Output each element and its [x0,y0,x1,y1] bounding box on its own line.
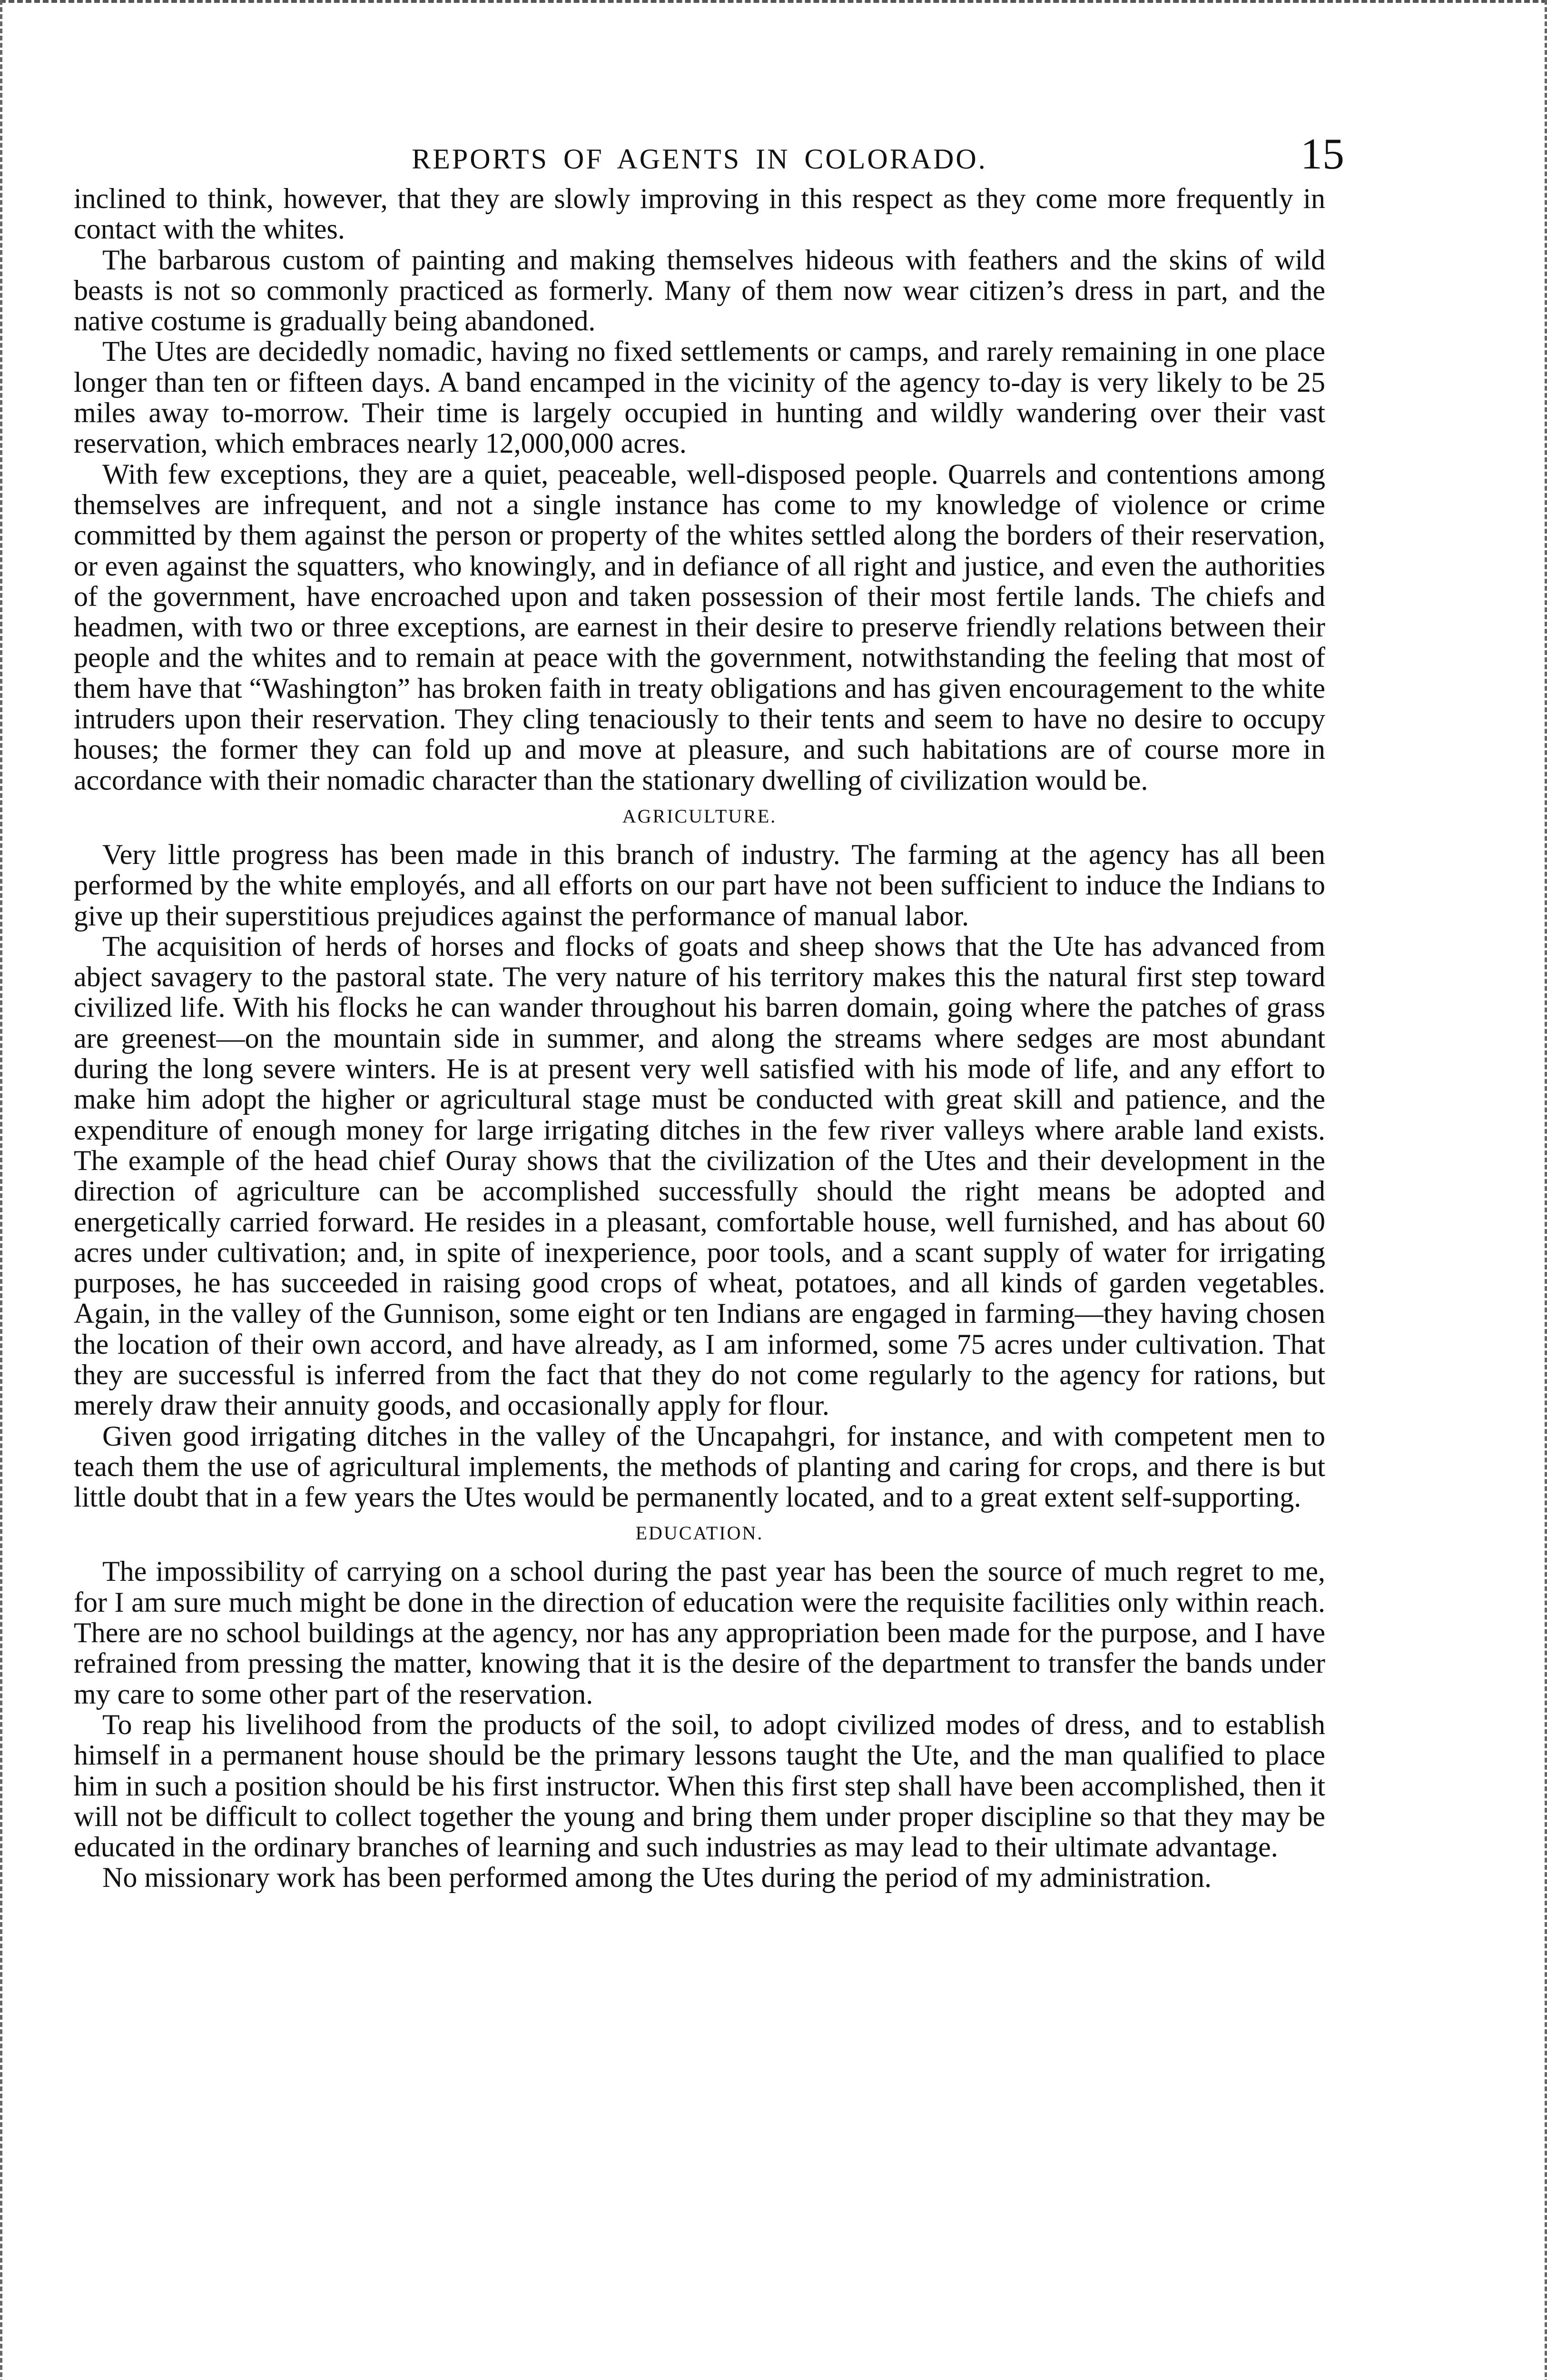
paragraph: To reap his livelihood from the products of the soil, to adopt civilized modes of dress, and to establish himself in a permanent house should be the primary lessons taught the Ute, and the man qualified to place him in such a position should be his first instructor. When this first step shall have been accomplished, then it will not be difficult to collect together the young and bring them under proper discipline so that they may be educated in the ordinary branches of learning and such industries as may lead to their ultimate advantage. [74,1708,1325,1863]
paragraph: The acquisition of herds of horses and flocks of goats and sheep shows that the Ute has advanced from abject savagery to the pastoral state. The very nature of his territory makes this the natural first step toward civilized life. With his flocks he can wander throughout his barren domain, going where the patches of grass are greenest—on the mountain side in summer, and along the streams where sedges are most abundant during the long severe winters. He is at present very well satisfied with his mode of life, and any effort to make him adopt the higher or agricultural stage must be conducted with great skill and patience, and the expenditure of enough money for large irrigating ditches in the few river valleys where arable land exists. The example of the head chief Ouray shows that the civilization of the Utes and their development in the direction of agriculture can be accomplished successfully should the right means be adopted and energetically carried forward. He resides in a pleasant, comfortable house, well furnished, and has about 60 acres under cultivation; and, in spite of inexperience, poor tools, and a scant supply of water for irrigating purposes, he has succeeded in raising good crops of wheat, potatoes, and all kinds of garden vegetables. Again, in the valley of the Gunnison, some eight or ten Indians are engaged in farming—they having chosen the location of their own accord, and have already, as I am informed, some 75 acres under cultivation. That they are successful is inferred from the fact that they do not come regularly to the agency for rations, but merely draw their annuity goods, and occasionally apply for flour. [74,930,1325,1421]
paragraph-continued: inclined to think, however, that they are slowly improving in this respect as they come more frequently in contact with the whites. [74,183,1325,245]
paragraph: With few exceptions, they are a quiet, peaceable, well-disposed people. Quarrels and contentions among themselves are infrequent, and not a single instance has come to my knowledge of violence or crime committed by them against the person or property of the whites settled along the borders of their reservation, or even against the squatters, who knowingly, and in defiance of all right and justice, and even the authorities of the government, have encroached upon and taken possession of their most fertile lands. The chiefs and headmen, with two or three exceptions, are earnest in their desire to preserve friendly relations between their people and the whites and to remain at peace with the government, notwithstanding the feeling that most of them have that “Washington” has broken faith in treaty obligations and has given encouragement to the white intruders upon their reservation. They cling tenaciously to their tents and seem to have no desire to occupy houses; the former they can fold up and move at pleasure, and such habitations are of course more in accordance with their nomadic character than the stationary dwelling of civilization would be. [74,458,1325,796]
paragraph: The barbarous custom of painting and making themselves hideous with feathers and the skins of wild beasts is not so commonly practiced as formerly. Many of them now wear citizen’s dress in part, and the native costume is gradually being abandoned. [74,244,1325,337]
paragraph: Very little progress has been made in this branch of industry. The farming at the agency has all been performed by the white employés, and all efforts on our part have not been sufficient to induce the Indians to give up their superstitious prejudices against the performance of manual labor. [74,838,1325,932]
education-section [74,1518,1325,1893]
document-page [74,129,1344,1894]
paragraph: The impossibility of carrying on a school during the past year has been the source of much regret to me, for I am sure much might be done in the direction of education were the requisite facilities only within reach. There are no school buildings at the agency, nor has any appropriation been made for the purpose, and I have refrained from pressing the matter, knowing that it is the desire of the department to transfer the bands under my care to some other part of the reservation. [74,1556,1325,1710]
paragraph: The Utes are decidedly nomadic, having no fixed settlements or camps, and rarely remaining in one place longer than ten or fifteen days. A band encamped in the vicinity of the agency to-day is very likely to be 25 miles away to-morrow. Their time is largely occupied in hunting and wildly wandering over their vast reservation, which embraces nearly 12,000,000 acres. [74,336,1325,459]
agriculture-section [74,801,1325,1513]
scan-edge-left [0,0,5,2380]
page-number: 15 [1301,129,1344,178]
paragraph: No missionary work has been performed among the Utes during the period of my administration. [102,1862,1212,1894]
section-heading-education: EDUCATION. [635,1522,764,1544]
paragraph: Given good irrigating ditches in the valley of the Uncapahgri, for instance, and with competent men to teach them the use of agricultural implements, the methods of planting and caring for crops, and there is but little doubt that in a few years the Utes would be permanently located, and to a great extent self-supporting. [74,1420,1325,1513]
intro-section [74,183,1325,795]
running-title: REPORTS OF AGENTS IN COLORADO. [412,143,987,175]
scan-edge-right [1542,0,1547,2380]
running-head [74,129,1344,183]
scan-edge-top [0,0,1547,7]
section-heading-agriculture: AGRICULTURE. [622,805,777,827]
